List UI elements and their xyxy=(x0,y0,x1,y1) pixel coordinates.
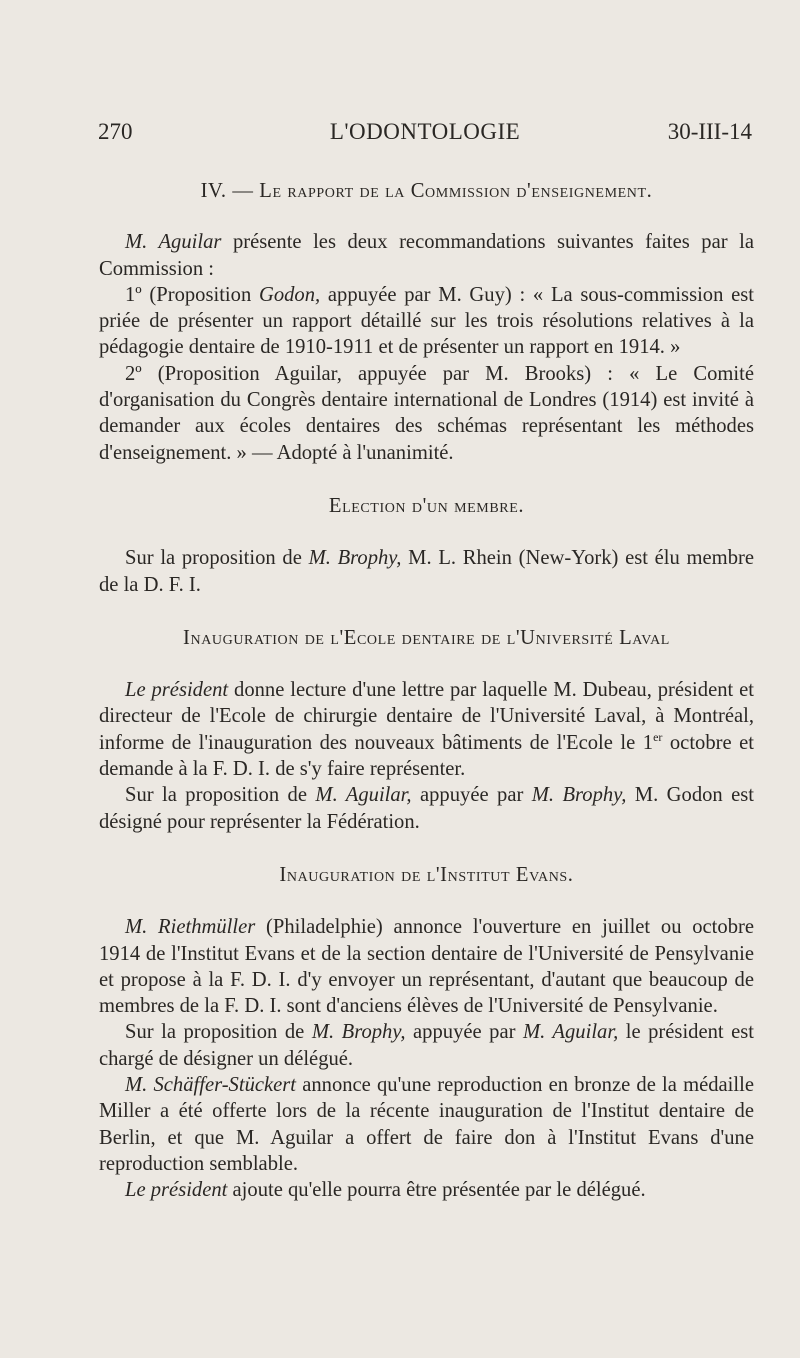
paragraph: Sur la proposition de M. Brophy, M. L. Rhein (New-York) est élu membre de la D. F. I. xyxy=(99,547,755,596)
person-name: Godon, xyxy=(258,283,321,306)
person-name: M. Aguilar, xyxy=(522,1021,619,1044)
paragraph: M. Riethmüller (Philadelphie) annonce l'ouverture en juillet ou octobre 1914 de l'Institut Evans et de la section dentaire de l'Université de Pensylvanie et propose à la F. D. I. d'y envoyer un représentant, d'autant que beaucoup de membres de la F. D. I. sont d'anciens élèves de l'Université de Pensylvanie. xyxy=(99,916,754,1018)
journal-title: L'ODONTOLOGIE xyxy=(329,119,521,144)
paragraph: M. Aguilar présente les deux recommandations suivantes faites par la Commission : xyxy=(99,231,755,280)
section-heading-commission: IV. — Le rapport de la Commission d'enseignement. xyxy=(200,180,653,202)
paragraph: Le président donne lecture d'une lettre par laquelle M. Dubeau, président et directeur de l'Ecole de chirurgie dentaire de l'Université Laval, à Montréal, informe de l'inauguration des nouveaux bâtiments de l'Ecole le 1er octobre et demande à la F. D. I. de s'y faire représenter. xyxy=(99,679,754,781)
superscript: er xyxy=(653,729,663,744)
paragraph: Sur la proposition de M. Brophy, appuyée par M. Aguilar, le président est chargé de désigner un délégué. xyxy=(99,1021,755,1070)
issue-date: 30-III-14 xyxy=(667,119,752,144)
paragraph: M. Schäffer-Stückert annonce qu'une reproduction en bronze de la médaille Miller a été offerte lors de la récente inauguration de l'Institut dentaire de Berlin, et que M. Aguilar a offert de faire don à l'Institut Evans d'une reproduction semblable. xyxy=(99,1074,754,1175)
page-body xyxy=(99,178,754,1204)
paragraph: 1º (Proposition Godon, appuyée par M. Guy) : « La sous-commission est priée de présenter un rapport détaillé sur les trois résolutions relatives à la pédagogie dentaire de 1910-1911 et de présenter un rapport en 1914. » xyxy=(99,283,754,359)
person-name: M. Brophy, xyxy=(531,784,627,807)
person-name: M. Aguilar, xyxy=(315,784,412,807)
speaker-name: Le président xyxy=(125,1179,228,1202)
speaker-name: M. Aguilar xyxy=(125,231,222,254)
page-number: 270 xyxy=(98,119,133,144)
person-name: M. Brophy, xyxy=(311,1021,406,1044)
running-head xyxy=(98,118,752,146)
section-heading-evans: Inauguration de l'Institut Evans. xyxy=(279,863,574,886)
section-heading-election: Election d'un membre. xyxy=(328,494,525,517)
speaker-name: Le président xyxy=(125,679,229,702)
speaker-name: M. Schäffer-Stückert xyxy=(125,1074,297,1097)
paragraph: Sur la proposition de M. Aguilar, appuyée par M. Brophy, M. Godon est désigné pour représenter la Fédération. xyxy=(99,784,755,833)
speaker-name: M. Riethmüller xyxy=(125,916,256,939)
section-heading-laval: Inauguration de l'Ecole dentaire de l'Université Laval xyxy=(183,626,670,649)
paragraph: 2º (Proposition Aguilar, appuyée par M. Brooks) : « Le Comité d'organisation du Congrès dentaire international de Londres (1914) est invité à demander aux écoles dentaires des schémas représentant les méthodes d'enseignement. » — Adopté à l'unanimité. xyxy=(99,362,754,464)
paragraph: Le président ajoute qu'elle pourra être présentée par le délégué. xyxy=(125,1179,646,1202)
person-name: M. Brophy, xyxy=(308,547,402,570)
